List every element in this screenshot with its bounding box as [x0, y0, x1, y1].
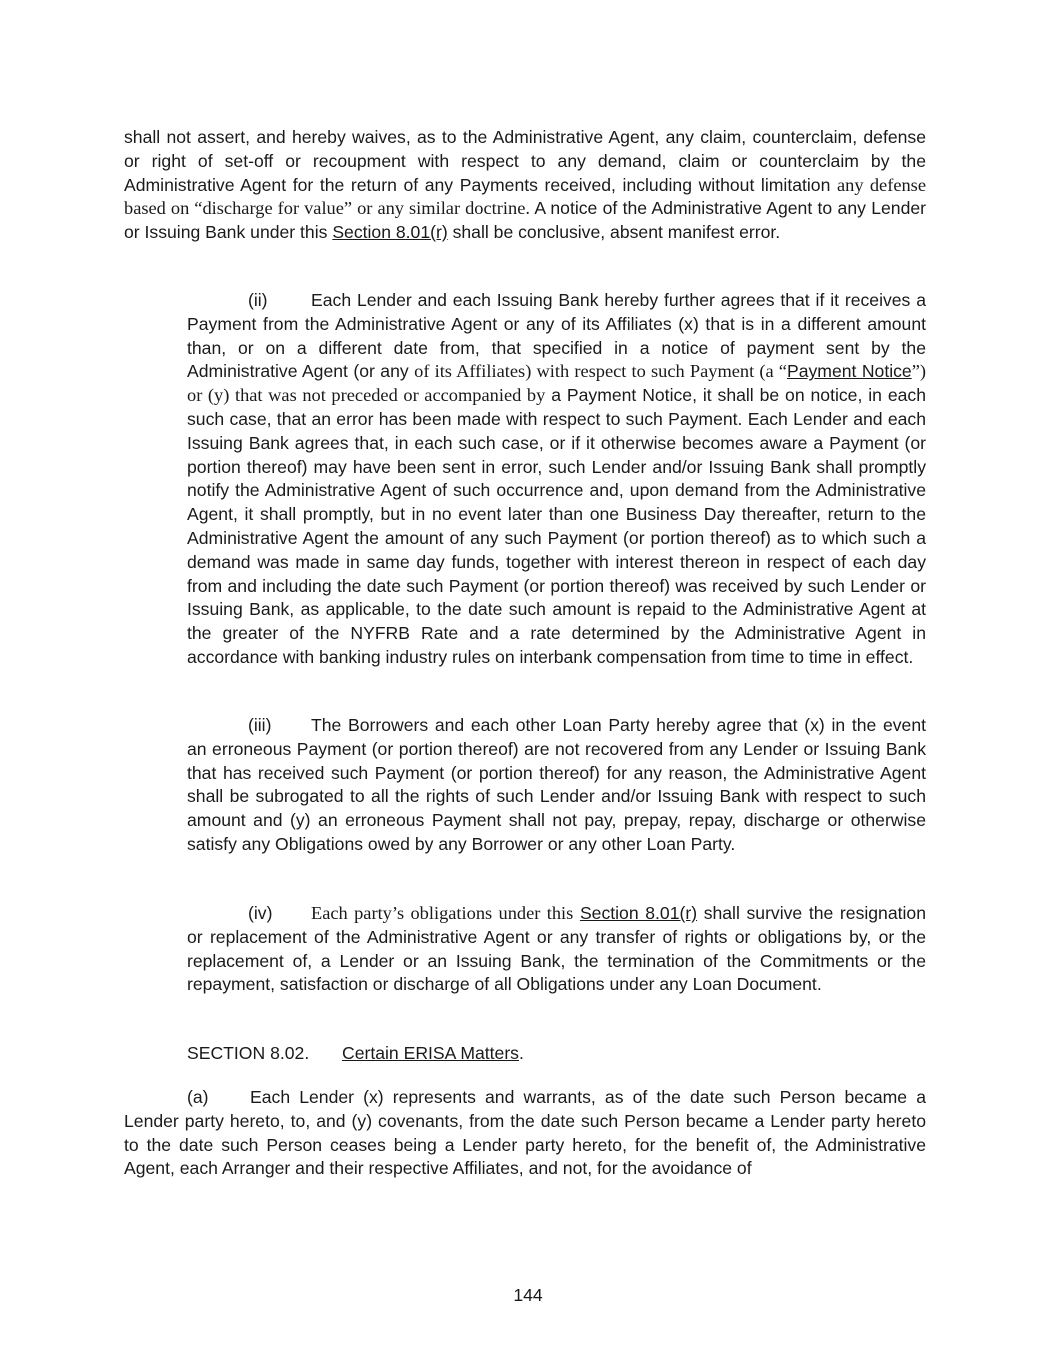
paragraph-text: shall survive the resignation or replacement of the Administrative Agent or any transfer of rights or obligations by, or the replacement of, a Lender or an Issuing Bank, the termination of the Commitments or the repayment, satisfaction or discharge of all Obligations under any Loan Document. — [187, 903, 926, 995]
paragraph-text-serif: Each party’s obligations under this — [311, 903, 574, 923]
paragraph-a — [124, 1086, 926, 1181]
paragraph-ii — [187, 289, 926, 670]
clause-label: (ii) — [248, 290, 268, 310]
paragraph-text: shall not assert, and hereby waives, as to the Administrative Agent, any claim, counterclaim, defense or right of set-off or recoupment with respect to any demand, claim or counterclaim by the Administrative Agent for the return of any Payments received, including without limitation — [124, 127, 926, 195]
defined-term: Payment Notice — [786, 361, 912, 382]
paragraph-text-serif: any defense based on “discharge for value” or any similar doctrine. — [124, 174, 926, 219]
paragraph-text: A notice of the Administrative Agent to any Lender or Issuing Bank under this — [124, 198, 926, 243]
section-heading — [187, 1042, 926, 1066]
page-number: 144 — [513, 1285, 543, 1305]
section-reference: Section 8.01(r) — [579, 903, 698, 923]
section-reference: Section 8.01(r) — [332, 222, 448, 243]
clause-label: (a) — [187, 1087, 209, 1107]
paragraph-text: Each Lender and each Issuing Bank hereby further agrees that if it receives a Payment from the Administrative Agent or any of its Affiliates (x) that is in a different amount than, or on a different date from, that specified in a notice of payment sent by the Administrative Agent (or any — [187, 290, 926, 382]
clause-label: (iv) — [248, 903, 273, 923]
paragraph-text: Each Lender (x) represents and warrants, as of the date such Person became a Lender party hereto, to, and (y) covenants, from the date such Person became a Lender party hereto to the date such Person ceases being a Lender party hereto, for the benefit of, the Administrative Agent, each Arranger and their respective Affiliates, and not, for the avoidance of — [124, 1087, 926, 1179]
paragraph-iv — [187, 902, 926, 997]
paragraph-text-serif: of its Affiliates) with respect to such Payment (a “ — [414, 361, 787, 382]
paragraph-iii — [187, 714, 926, 857]
paragraph-text: shall be conclusive, absent manifest error. — [452, 222, 781, 243]
section-number: SECTION 8.02. — [187, 1043, 310, 1063]
section-title: Certain ERISA Matters — [342, 1043, 519, 1063]
section-title-period: . — [518, 1043, 524, 1063]
paragraph-text: The Borrowers and each other Loan Party hereby agree that (x) in the event an erroneous Payment (or portion thereof) are not recovered from any Lender or Issuing Bank that has received such Payment (or portion thereof) for any reason, the Administrative Agent shall be subrogated to all the rights of such Lender and/or Issuing Bank with respect to such amount and (y) an erroneous Payment shall not pay, prepay, repay, discharge or otherwise satisfy any Obligations owed by any Borrower or any other Loan Party. — [187, 715, 926, 854]
paragraph-text-serif: ”) or (y) that was not preceded or accompanied by — [187, 361, 927, 406]
paragraph-r-continuation — [124, 126, 926, 245]
paragraph-text: a Payment Notice, it shall be on notice, in each such case, that an error has been made with respect to such Payment. Each Lender and each Issuing Bank agrees that, in each such case, or if it otherwise becomes aware a Payment (or portion thereof) may have been sent in error, such Lender and/or Issuing Bank shall promptly notify the Administrative Agent of such occurrence and, upon demand from the Administrative Agent, it shall promptly, but in no event later than one Business Day thereafter, return to the Administrative Agent the amount of any such Payment (or portion thereof) as to which such a demand was made in same day funds, together with interest thereon in respect of each day from and including the date such Payment (or portion thereof) was received by such Lender or Issuing Bank, as applicable, to the date such amount is repaid to the Administrative Agent at the greater of the NYFRB Rate and a rate determined by the Administrative Agent in accordance with banking industry rules on interbank compensation from time to time in effect. — [187, 385, 926, 667]
clause-label: (iii) — [248, 715, 272, 735]
